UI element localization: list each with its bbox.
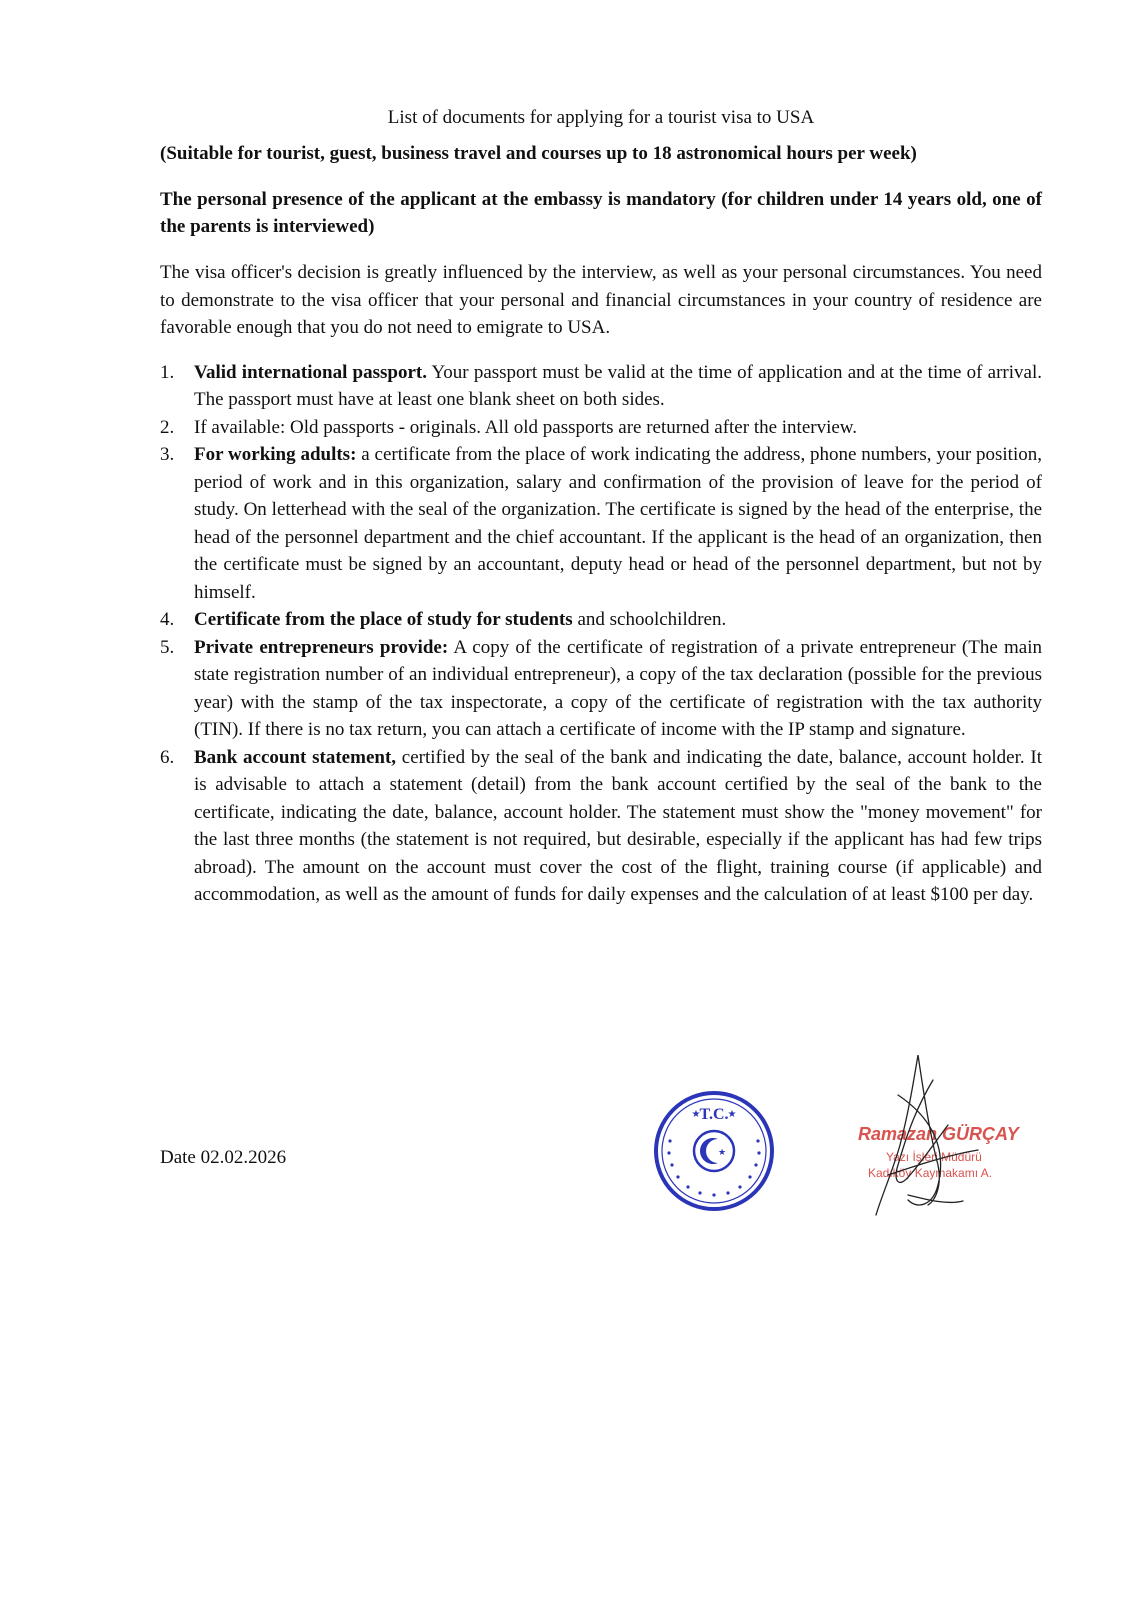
list-item-text: A copy of the certificate of registration of a private entrepreneur (The main state registration number of an individual entrepreneur), a copy of the tax declaration (possible for the previous year) with the stamp of the tax inspectorate, a copy of the certificate of registration with the tax authority (TIN). If there is no tax return, you can attach a certificate of income with the IP stamp and signature. <box>194 636 1042 740</box>
list-item-lead: Valid international passport. <box>194 361 427 383</box>
list-item <box>160 606 1042 634</box>
list-item <box>160 441 1042 606</box>
list-item-lead: Bank account statement, <box>194 746 397 768</box>
document-body <box>160 104 1042 909</box>
list-item-text: and schoolchildren. <box>572 609 727 630</box>
stamp-top-text: T.C. <box>699 1106 729 1123</box>
stamp-star-icon: ★ <box>717 1147 727 1157</box>
list-item-text: If available: Old passports - originals. All old passports are returned after the interview. <box>194 416 858 438</box>
document-date: Date 02.02.2026 <box>160 1147 287 1168</box>
document-title: List of documents for applying for a tourist visa to USA <box>387 107 815 128</box>
list-item <box>160 744 1042 909</box>
list-number: 1. <box>160 361 175 383</box>
signature-block <box>838 1055 1038 1225</box>
signatory-org: Kadıköy Kaymakamı A. <box>868 1166 993 1180</box>
presence-note: The personal presence of the applicant at the embassy is mandatory (for children under 14 years old, one of the parents is interviewed) <box>160 189 1042 237</box>
document-list <box>160 359 1042 909</box>
list-item-text: Your passport must be valid at the time of application and at the time of arrival. The passport must have at least one blank sheet on both sides. <box>194 361 1042 410</box>
crescent-icon <box>700 1138 718 1164</box>
stamp-star-icon: ★ <box>727 1109 737 1120</box>
list-item-lead: Private entrepreneurs provide: <box>194 636 449 658</box>
official-stamp <box>652 1089 776 1213</box>
list-item <box>160 634 1042 744</box>
intro-paragraph: The visa officer's decision is greatly influenced by the interview, as well as your personal circumstances. You need to demonstrate to the visa officer that your personal and financial circumstances in your country of residence are favorable enough that you do not need to emigrate to USA. <box>160 262 1042 338</box>
stamp-ring-dots <box>667 1139 760 1196</box>
handwritten-signature <box>838 1055 1038 1225</box>
stamp-star-icon: ★ <box>691 1109 701 1120</box>
subtitle: (Suitable for tourist, guest, business travel and courses up to 18 astronomical hours per week) <box>160 143 917 164</box>
list-number: 5. <box>160 636 175 658</box>
list-item <box>160 414 1042 442</box>
list-item <box>160 359 1042 414</box>
list-number: 2. <box>160 416 175 438</box>
list-number: 3. <box>160 444 175 465</box>
signatory-role: Yazı İşleri Müdürü <box>886 1150 982 1164</box>
list-number: 6. <box>160 746 175 768</box>
signatory-name: Ramazan GÜRÇAY <box>858 1124 1019 1144</box>
list-item-lead: For working adults: <box>194 444 357 465</box>
list-item-text: a certificate from the place of work indicating the address, phone numbers, your position, period of work and in this organization, salary and confirmation of the provision of leave for the period of study. On letterhead with the seal of the organization. The certificate is signed by the head of the enterprise, the head of the personnel department and the chief accountant. If the applicant is the head of an organization, then the certificate must be signed by an accountant, deputy head or head of the personnel department, but not by himself. <box>194 444 1042 603</box>
list-item-text: certified by the seal of the bank and indicating the date, balance, account holder. It is advisable to attach a statement (detail) from the bank account certified by the seal of the bank to the certificate, indicating the date, balance, account holder. The statement must show the "money movement" for the last three months (the statement is not required, but desirable, especially if the applicant has had few trips abroad). The amount on the account must cover the cost of the flight, training course (if applicable) and accommodation, as well as the amount of funds for daily expenses and the calculation of at least $100 per day. <box>194 746 1042 905</box>
stamp-emblem-ring <box>694 1131 734 1171</box>
list-item-lead: Certificate from the place of study for students <box>194 609 573 630</box>
list-number: 4. <box>160 609 175 630</box>
